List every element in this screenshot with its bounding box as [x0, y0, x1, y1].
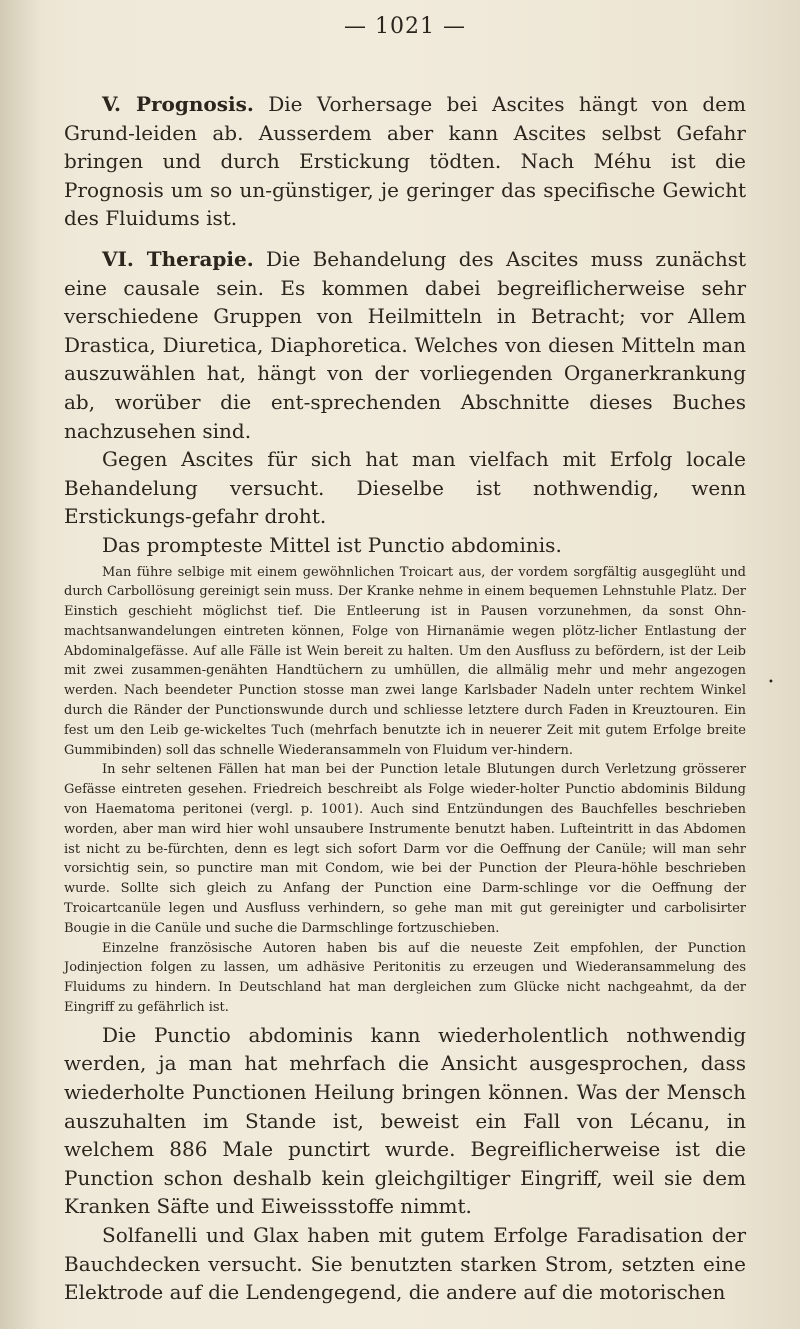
marginal-dot: •: [768, 677, 774, 688]
main-text-block: [64, 90, 746, 1307]
therapy-heading: VI. Therapie.: [102, 246, 254, 271]
therapy-paragraph: [64, 245, 746, 445]
complications-note: In sehr seltenen Fällen hat man bei der Punction letale Blutungen durch Verletzung grösserer Gefässe eintreten gesehen. Friedreich beschreibt als Folge wieder-holter Punctio abdominis Bildung von Haematoma peritonei (vergl. p. 1001). Auch sind Entzündungen des Bauchfelles beschrieben worden, aber man wird hier wohl unsaubere Instrumente benutzt haben. Lufteintritt in das Abdomen ist nicht zu be-fürchten, denn es legt sich sofort Darm vor die Oeffnung der Canüle; will man sehr vorsichtig sein, so punctire man mit Condom, wie bei der Punction der Pleura-höhle beschrieben wurde. Sollte sich gleich zu Anfang der Punction eine Darm-schlinge vor die Oeffnung der Troicartcanüle legen und Ausfluss verhindern, so gehe man mit gut gereinigter und carbolisirter Bougie in die Canüle und suche die Darmschlinge fortzuschieben.: [64, 762, 746, 936]
local-treatment-paragraph: Gegen Ascites für sich hat man vielfach mit Erfolg locale Behandelung versucht. Dieselbe ist nothwendig, wenn Erstickungs-gefahr droht.: [64, 447, 746, 529]
page-number: — 1021 —: [344, 14, 466, 39]
faradisation-paragraph: Solfanelli und Glax haben mit gutem Erfolge Faradisation der Bauchdecken versucht. Sie benutzten starken Strom, setzten eine Elektrode auf die Lendengegend, die andere auf die motorischen: [64, 1222, 746, 1305]
page-content: [64, 0, 746, 1329]
prognosis-paragraph: [64, 90, 746, 233]
iodine-injection-note: Einzelne französische Autoren haben bis auf die neueste Zeit empfohlen, der Punction Jodinjection folgen zu lassen, um adhäsive Peritonitis zu erzeugen und Wiederansammelung des Fluidums zu hindern. In Deutschland hat man dergleichen zum Glücke nicht nachgeahmt, da der Eingriff zu gefährlich ist.: [64, 940, 746, 1016]
procedure-instructions: Man führe selbige mit einem gewöhnlichen Troicart aus, der vordem sorgfältig ausgeglüht und durch Carbollösung gereinigt sein muss. Der Kranke nehme in einem bequemen Lehnstuhle Platz. Der Einstich geschieht möglichst tief. Die Entleerung ist in Pausen vorzunehmen, da sonst Ohn-machtsanwandelungen eintreten können, Folge von Hirnanämie wegen plötz-licher Entlastung der Abdominalgefässe. Auf alle Fälle ist Wein bereit zu halten. Um den Ausfluss zu befördern, ist der Leib mit zwei zusammen-genähten Handtüchern zu umhüllen, die allmälig mehr und mehr angezogen werden. Nach beendeter Punction stosse man zwei lange Karlsbader Nadeln unter rechtem Winkel durch die Ränder der Punctionswunde durch und schliesse letztere durch Faden in Kreuztouren. Ein fest um den Leib ge-wickeltes Tuch (mehrfach benutzte ich in neuerer Zeit mit gutem Erfolge breite Gummibinden) soll das schnelle Wiederansammeln von Fluidum ver-hindern.: [64, 564, 746, 758]
punctio-intro-paragraph: Das prompteste Mittel ist Punctio abdominis.: [102, 532, 562, 557]
therapy-text: Die Behandelung des Ascites muss zunächst eine causale sein. Es kommen dabei begreiflicherweise sehr verschiedene Gruppen von Heilmitteln in Betracht; vor Allem Drastica, Diuretica, Diaphoretica. Welches von diesen Mitteln man auszuwählen hat, hängt von der vorliegenden Organerkrankung ab, worüber die ent-sprechenden Abschnitte dieses Buches nachzusehen sind.: [64, 246, 747, 443]
prognosis-text: Die Vorhersage bei Ascites hängt von dem Grund-leiden ab. Ausserdem aber kann Ascites selbst Gefahr bringen und durch Erstickung tödten. Nach Méhu ist die Prognosis um so un-günstiger, je geringer das specifische Gewicht des Fluidums ist.: [64, 92, 746, 231]
prognosis-heading: V. Prognosis.: [102, 92, 254, 116]
repeated-punctions-paragraph: Die Punctio abdominis kann wiederholentlich nothwendig werden, ja man hat mehrfach die Ansicht ausgesprochen, dass wiederholte Punctionen Heilung bringen können. Was der Mensch auszuhalten im Stande ist, beweist ein Fall von Lécanu, in welchem 886 Male punctirt wurde. Begreiflicherweise ist die Punction schon deshalb kein gleichgiltiger Eingriff, weil sie dem Kranken Säfte und Eiweissstoffe nimmt.: [64, 1022, 746, 1219]
